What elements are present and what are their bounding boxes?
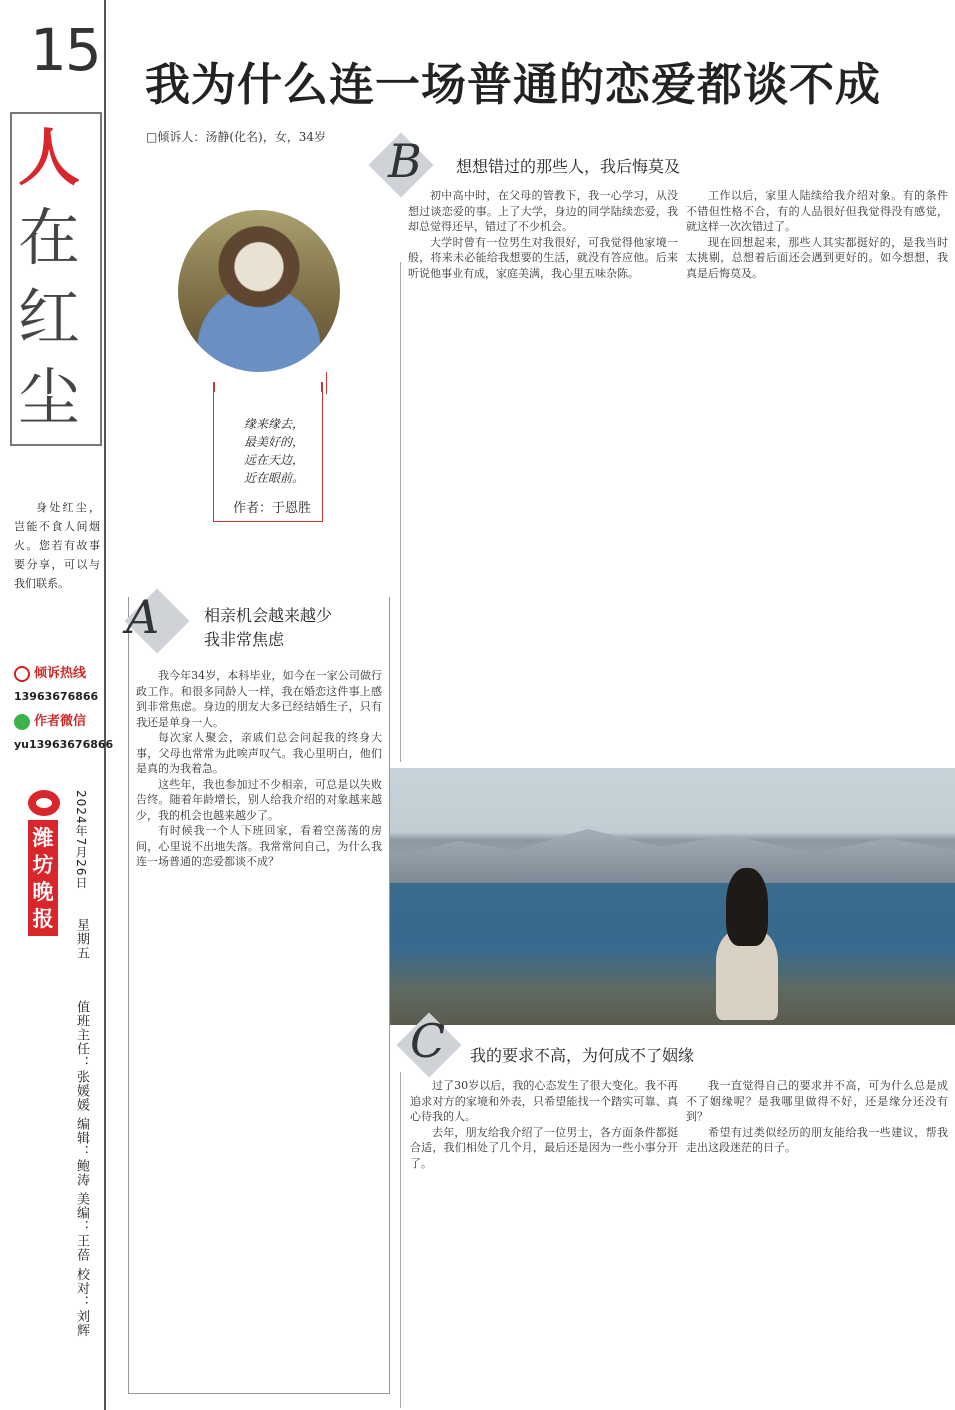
headline: 我为什么连一场普通的恋爱都谈不成: [145, 58, 882, 111]
hotline-number: 13963676866: [14, 689, 99, 703]
phone-icon: [14, 666, 30, 682]
wechat-icon: [14, 714, 30, 730]
mountain-silhouette: [390, 823, 955, 883]
wechat-id: yu13963676866: [14, 737, 114, 751]
column-title-char: 在: [17, 201, 80, 274]
section-b-body-col2: [686, 188, 948, 763]
section-c-body-col1: [410, 1078, 678, 1403]
paragraph: 我一直觉得自己的要求并不高，可为什么总是成不了姻缘呢？是我哪里做得不好，还是缘分还没有到？: [686, 1079, 948, 1123]
wechat-label: 作者微信: [34, 714, 87, 729]
woman-figure: [708, 868, 788, 1018]
section-a-body: [136, 668, 382, 1388]
section-c-body-col2: [686, 1078, 948, 1403]
column-intro: 身处红尘，岂能不食人间烟火。您若有故事要分享，可以与我们联系。: [14, 501, 100, 590]
column-title-char: 人: [17, 121, 80, 194]
section-b-title: 想想错过的那些人，我后悔莫及: [456, 157, 681, 176]
paragraph: 这些年，我也参加过不少相亲，可总是以失败告终。随着年龄增长，别人给我介绍的对象越来越少，我的机会也越来越少了。: [136, 777, 382, 822]
paragraph: 希望有过类似经历的朋友能给我一些建议，帮我走出这段迷茫的日子。: [686, 1125, 948, 1154]
paragraph: 每次家人聚会，亲戚们总会问起我的终身大事，父母也常常为此唉声叹气。我心里明白，他们是真的为我着急。: [136, 731, 382, 775]
poem-line: 远在天边，: [243, 453, 304, 467]
section-c-frame: [400, 1072, 401, 1408]
poem-line: 最美好的，: [243, 435, 304, 449]
poem-author: 作者：于恩胜: [232, 501, 311, 516]
paragraph: 工作以后，家里人陆续给我介绍对象。有的条件不错但性格不合，有的人品很好但我觉得没有感觉，就这样一次次错过了。: [686, 189, 948, 233]
section-b-letter: B: [388, 134, 422, 188]
weekday: 星期五: [74, 918, 89, 960]
paragraph: 我今年34岁，本科毕业，如今在一家公司做行政工作。和很多同龄人一样，我在婚恋这件事上感到非常焦虑。身边的朋友大多已经结婚生子，只有我还是单身一人。: [136, 669, 382, 729]
section-a-letter: A: [126, 590, 160, 644]
narrator-portrait: [178, 210, 340, 372]
section-c-letter: C: [410, 1014, 446, 1068]
paper-logo: [28, 790, 64, 936]
section-b-frame: [400, 262, 401, 762]
column-title-char: 红: [17, 281, 80, 354]
page-number: 15: [30, 16, 100, 84]
paragraph: 去年，朋友给我介绍了一位男士，各方面条件都挺合适，我们相处了几个月，最后还是因为一些小事分开了。: [410, 1125, 678, 1170]
column-title-char: 尘: [17, 361, 80, 434]
section-a-title-line: 我非常焦虑: [204, 630, 285, 649]
section-a-title-line: 相亲机会越来越少: [204, 606, 333, 625]
paper-name: 潍坊晚报: [28, 820, 58, 936]
newspaper-logo-icon: [28, 790, 60, 816]
portrait-connector: [326, 372, 327, 394]
hotline-block: [14, 662, 106, 703]
paragraph: 过了30岁以后，我的心态发生了很大变化。我不再追求对方的家境和外表，只希望能找一个踏实可靠、真心待我的人。: [410, 1079, 678, 1123]
paragraph: 大学时曾有一位男生对我很好，可我觉得他家境一般，将来未必能给我想要的生活，就没有答应他。后来听说他事业有成，家庭美满，我心里五味杂陈。: [408, 235, 678, 280]
narrator-byline: □倾诉人：汤静(化名)，女，34岁: [146, 130, 326, 144]
hotline-label: 倾诉热线: [34, 666, 87, 681]
poem-line: 近在眼前。: [243, 471, 304, 485]
seaside-photo: [390, 768, 955, 1025]
issue-date: 2024年7月26日: [74, 790, 88, 890]
staff-credits: 值班主任：张媛媛 编辑：鲍涛 美编：王蓓 校对：刘辉: [74, 1000, 89, 1338]
paragraph: 初中高中时，在父母的管教下，我一心学习，从没想过谈恋爱的事。上了大学，身边的同学陆续恋爱，我却总觉得还早，错过了不少机会。: [408, 189, 678, 233]
poem-line: 缘来缘去，: [243, 417, 304, 431]
wechat-block: [14, 710, 114, 751]
rail-divider: [104, 0, 106, 1410]
paragraph: 现在回想起来，那些人其实都挺好的，是我当时太挑剔，总想着后面还会遇到更好的。如今想想，我真是后悔莫及。: [686, 235, 948, 280]
paragraph: 有时候我一个人下班回家，看着空荡荡的房间，心里说不出地失落。我常常问自己，为什么我连一场普通的恋爱都谈不成？: [136, 824, 382, 868]
section-b-body-col1: [408, 188, 678, 763]
column-title-box: [10, 112, 102, 446]
section-a-title: [204, 604, 332, 652]
poem: [224, 415, 324, 487]
section-c-title: 我的要求不高，为何成不了姻缘: [470, 1046, 695, 1065]
